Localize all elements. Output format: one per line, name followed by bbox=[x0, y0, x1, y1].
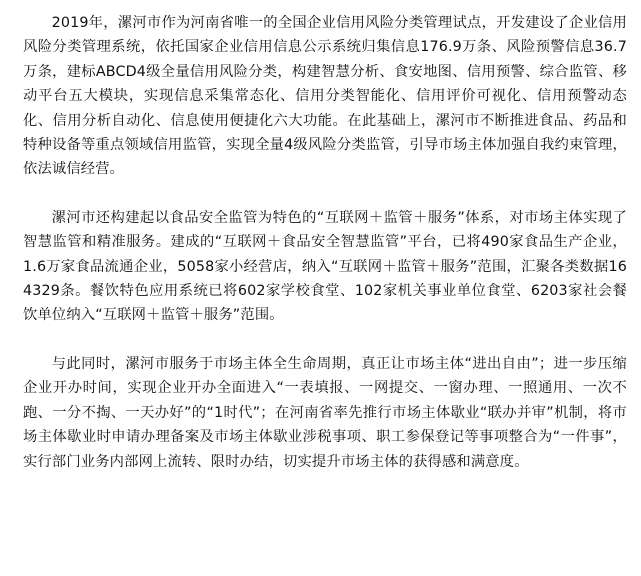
paragraph-food-safety-supervision: 漯河市还构建起以食品安全监管为特色的“互联网＋监管＋服务”体系，对市场主体实现了智慧监管和精准服务。建成的“互联网＋食品安全智慧监管”平台，已将490家食品生产企业，1.6万家食品流通企业，5058家小经营店，纳入“互联网＋监管＋服务”范围，汇聚各类数据164329条。餐饮特色应用系统已将602家学校食堂、102家机关事业单位食堂、6203家社会餐饮单位纳入“互联网＋监管＋服务”范围。 bbox=[23, 209, 627, 324]
paragraph-market-entity-services: 与此同时，漯河市服务于市场主体全生命周期，真正让市场主体“进出自由”；进一步压缩企业开办时间，实现企业开办全面进入“一表填报、一网提交、一窗办理、一照通用、一次不跑、一分不掏、一天办好”的“1时代”；在河南省率先推行市场主体歇业“联办并审”机制，将市场主体歇业时申请办理备案及市场主体歇业涉税事项、职工参保登记等事项整合为“一件事”，实行部门业务内部网上流转、限时办结，切实提升市场主体的获得感和满意度。 bbox=[23, 355, 627, 470]
article-body bbox=[23, 11, 627, 474]
paragraph-credit-risk-classification: 2019年，漯河市作为河南省唯一的全国企业信用风险分类管理试点，开发建设了企业信用风险分类管理系统，依托国家企业信用信息公示系统归集信息176.9万条、风险预警信息36.7万条，建标ABCD4级全量信用风险分类，构建智慧分析、食安地图、信用预警、综合监管、移动平台五大模块，实现信息采集常态化、信用分类智能化、信用评价可视化、信用预警动态化、信用分析自动化、信息使用便捷化六大功能。在此基础上，漯河市不断推进食品、药品和特种设备等重点领域信用监管，实现全量4级风险分类监管，引导市场主体加强自我约束管理，依法诚信经营。 bbox=[23, 15, 627, 178]
